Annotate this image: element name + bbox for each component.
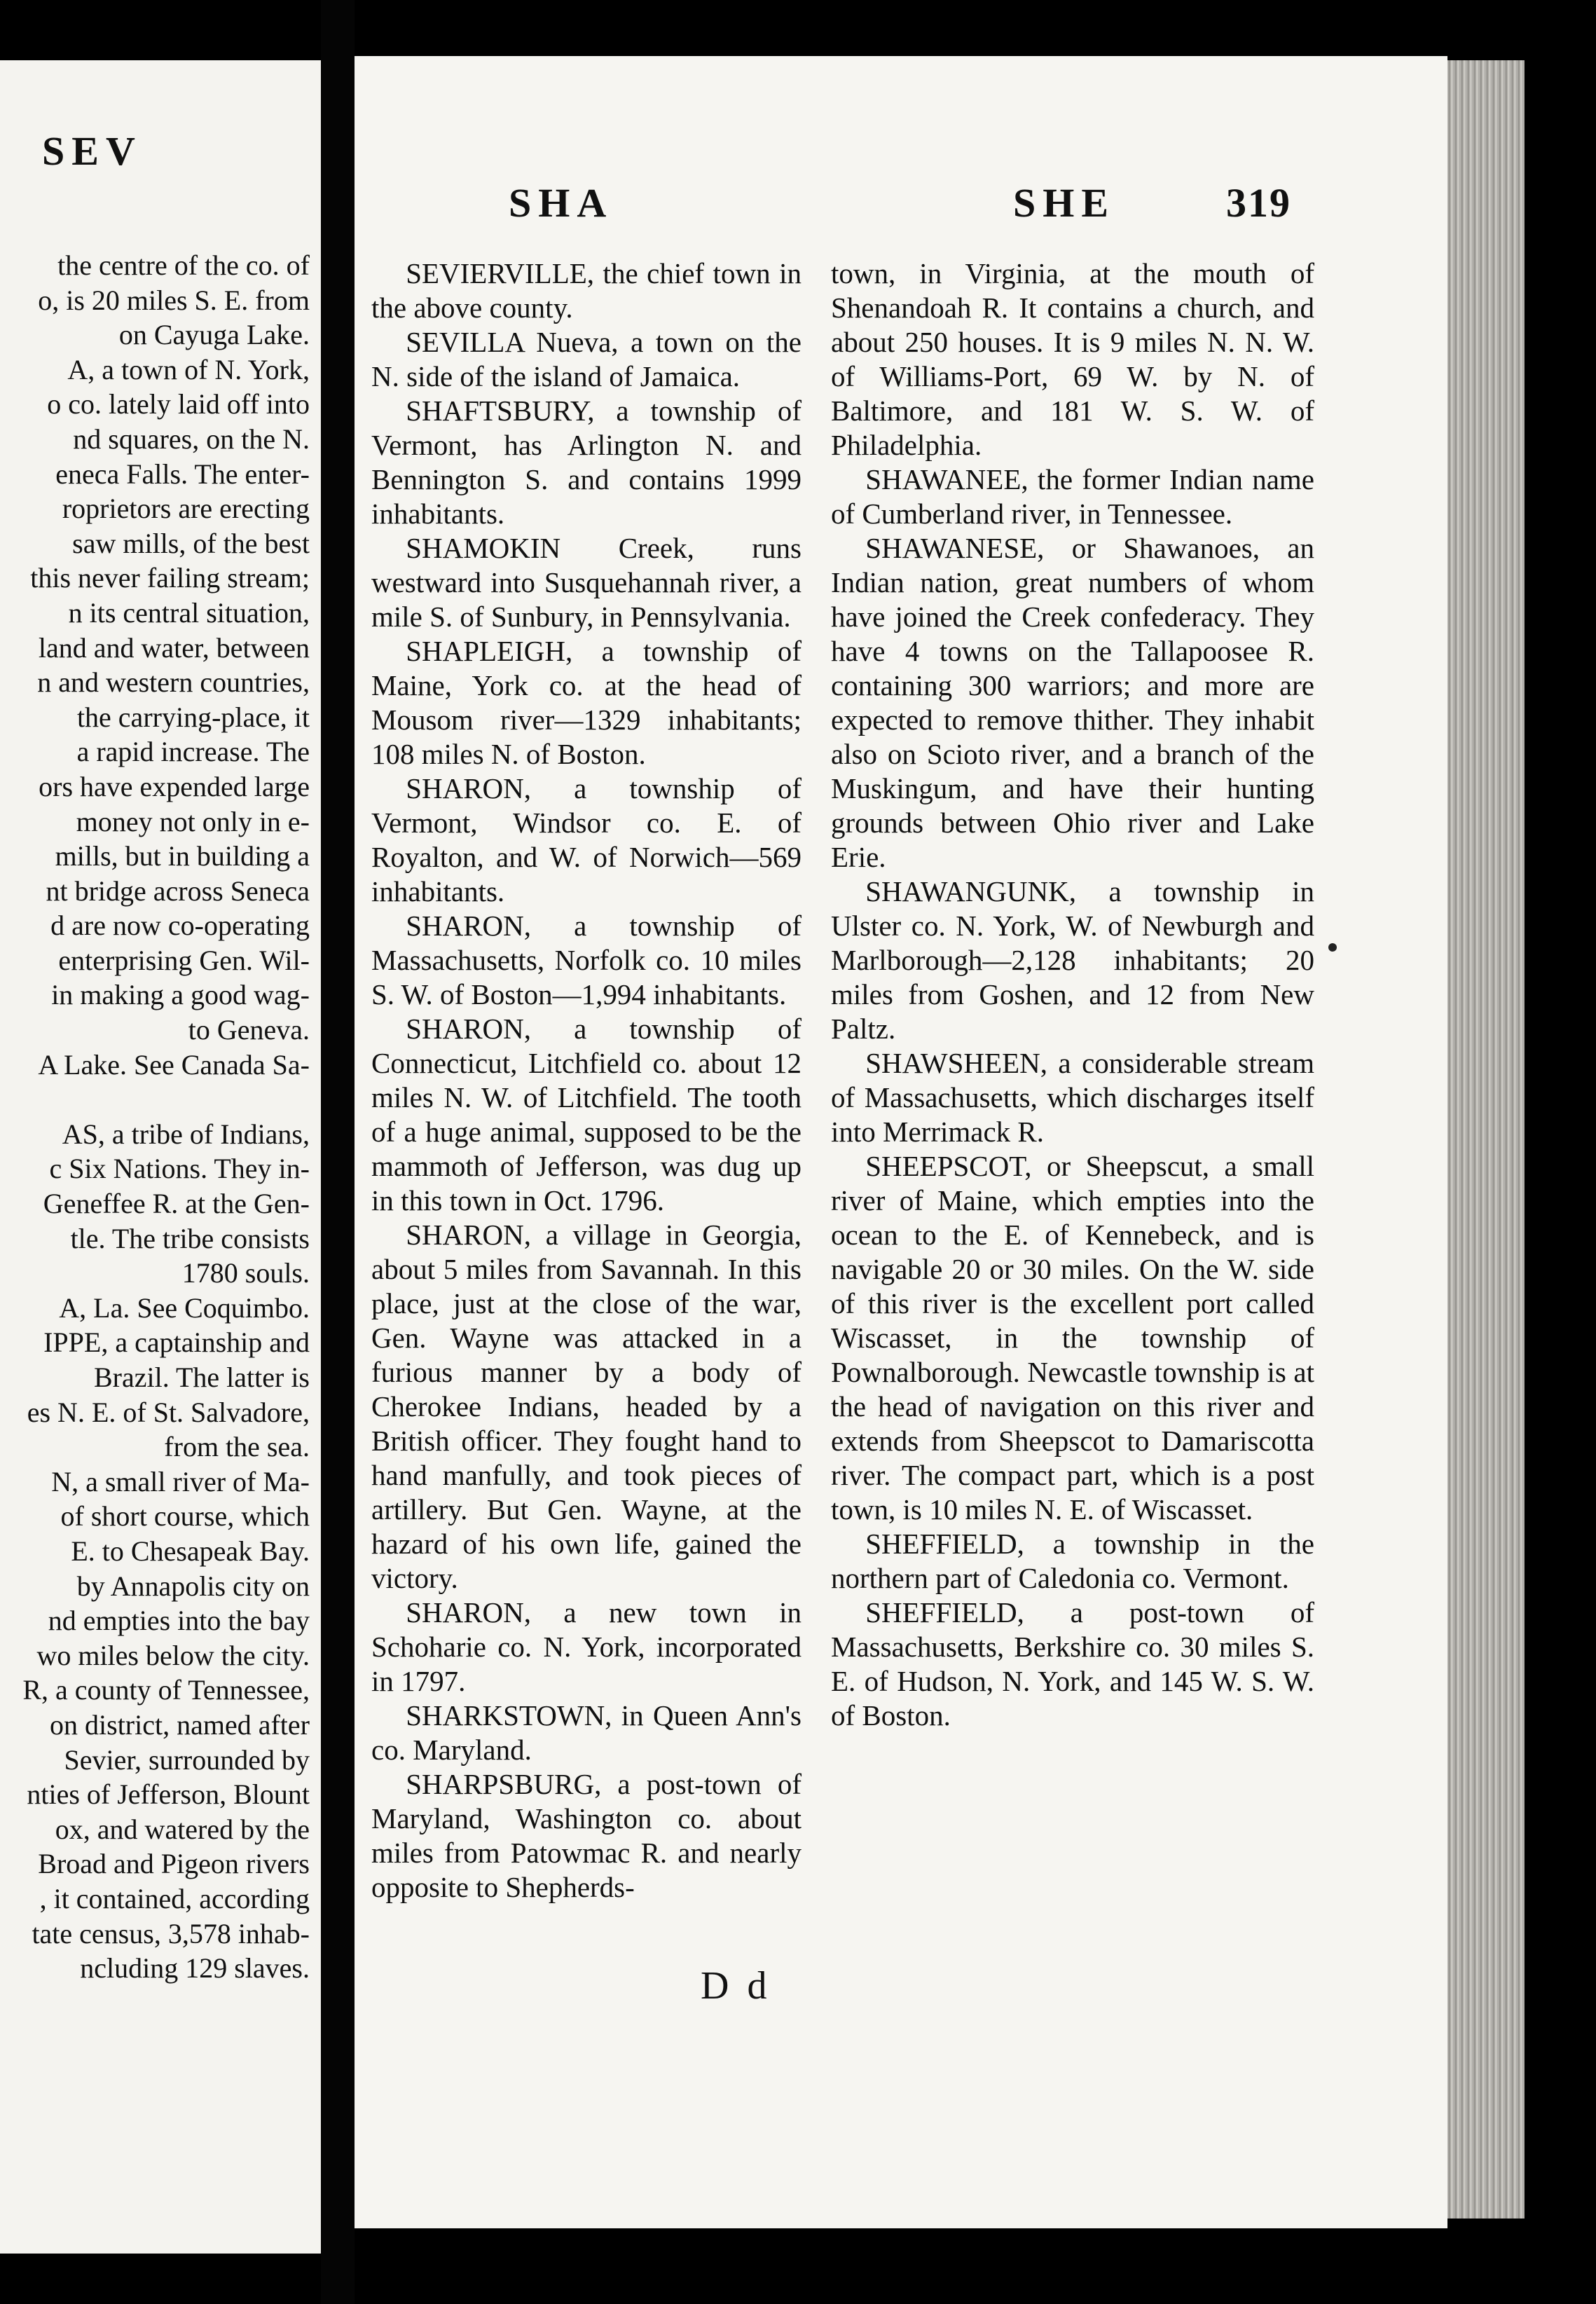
gazetteer-entry: SHEFFIELD, a post-town of Massachusetts, Berkshire co. 30 miles S. E. of Hudson, N. York, and 145 W. S. W. of Boston. bbox=[831, 1596, 1314, 1732]
left-page-line: n and western countries, bbox=[37, 666, 310, 699]
gazetteer-entry: SEVILLA Nueva, a town on the N. side of the island of Jamaica. bbox=[371, 326, 802, 392]
running-head-center: SHA bbox=[509, 180, 614, 226]
gazetteer-entry: SHAWANGUNK, a township in Ulster co. N. York, W. of Newburgh and Marlborough—2,128 inhabitants; 20 miles from Goshen, and 12 from New Paltz. bbox=[831, 875, 1314, 1045]
gazetteer-entry: SHARKSTOWN, in Queen Ann's co. Maryland. bbox=[371, 1699, 802, 1766]
left-page-line: mills, but in building a bbox=[55, 840, 310, 872]
left-page-line: to Geneva. bbox=[188, 1014, 310, 1046]
left-page-line: ors have expended large bbox=[39, 770, 310, 802]
left-page-line: R, a county of Tennessee, bbox=[22, 1674, 310, 1706]
left-page-line: es N. E. of St. Salvadore, bbox=[27, 1396, 310, 1428]
book-gutter bbox=[321, 0, 355, 2304]
right-page bbox=[355, 56, 1447, 2228]
gazetteer-entry: SHARON, a township of Vermont, Windsor co. E. of Royalton, and W. of Norwich—569 inhabitants. bbox=[371, 772, 802, 907]
running-head-right: SHE bbox=[1013, 180, 1116, 226]
left-page-line: saw mills, of the best bbox=[72, 527, 310, 559]
left-page-line: nties of Jefferson, Blount bbox=[27, 1778, 310, 1811]
left-page-line: IPPE, a captainship and bbox=[43, 1326, 310, 1359]
left-page-line: Broad and Pigeon rivers bbox=[38, 1848, 310, 1880]
left-page-line: Brazil. The latter is bbox=[93, 1362, 310, 1393]
left-page-line: the carrying-place, it bbox=[76, 701, 310, 733]
left-page-line: the centre of the co. of bbox=[57, 249, 310, 281]
gazetteer-entry: SHARON, a township of Connecticut, Litchfield co. about 12 miles N. W. of Litchfield. The tooth of a huge animal, supposed to be the mammoth of Jefferson, was dug up in this town in Oct. 1796. bbox=[371, 1013, 802, 1216]
gazetteer-entry: SHARON, a new town in Schoharie co. N. York, incorporated in 1797. bbox=[371, 1596, 802, 1697]
left-running-head: SEV bbox=[42, 128, 142, 174]
left-page bbox=[0, 60, 323, 2254]
page-edges bbox=[1447, 60, 1525, 2219]
left-page-line: roprietors are erecting bbox=[62, 493, 310, 525]
left-page-line: a rapid increase. The bbox=[76, 736, 310, 768]
left-page-line: nd squares, on the N. bbox=[73, 423, 310, 455]
gazetteer-entry: SEVIERVILLE, the chief town in the above county. bbox=[371, 257, 802, 324]
ink-speck bbox=[1328, 943, 1337, 952]
left-page-line: ncluding 129 slaves. bbox=[80, 1952, 310, 1984]
left-page-line: tate census, 3,578 inhab- bbox=[32, 1917, 310, 1949]
left-page-line: eneca Falls. The enter- bbox=[55, 458, 310, 490]
gazetteer-entry: SHAMOKIN Creek, runs westward into Susquehannah river, a mile S. of Sunbury, in Pennsylvania. bbox=[371, 532, 802, 633]
left-page-line: tle. The tribe consists bbox=[70, 1222, 310, 1254]
gazetteer-entry: SHAFTSBURY, a township of Vermont, has Arlington N. and Bennington S. and contains 1999 inhabitants. bbox=[371, 395, 802, 530]
gazetteer-entry: SHARPSBURG, a post-town of Maryland, Washington co. about miles from Patowmac R. and nearly opposite to Shepherds- bbox=[371, 1768, 802, 1903]
left-page-line: on Cayuga Lake. bbox=[118, 319, 310, 351]
gazetteer-entry: SHEFFIELD, a township in the northern part of Caledonia co. Vermont. bbox=[831, 1528, 1314, 1594]
left-page-line: nd empties into the bay bbox=[48, 1605, 310, 1637]
left-page-line: ox, and watered by the bbox=[55, 1813, 310, 1845]
left-page-line: N, a small river of Ma- bbox=[51, 1465, 310, 1497]
left-page-line: of short course, which bbox=[60, 1500, 310, 1532]
left-page-line: Geneffee R. at the Gen- bbox=[43, 1188, 310, 1220]
signature-mark: D d bbox=[701, 1964, 771, 2008]
background-edge bbox=[1525, 0, 1596, 2304]
left-page-line: n its central situation, bbox=[68, 596, 310, 629]
left-page-line: A Lake. See Canada Sa- bbox=[38, 1048, 310, 1081]
right-column bbox=[831, 256, 1314, 1733]
left-page-line: enterprising Gen. Wil- bbox=[58, 944, 310, 976]
left-page-line: in making a good wag- bbox=[51, 979, 310, 1011]
left-page-line: o co. lately laid off into bbox=[47, 388, 310, 420]
left-page-line: 1780 souls. bbox=[181, 1257, 310, 1289]
left-page-column bbox=[0, 248, 310, 1986]
left-page-line: E. to Chesapeak Bay. bbox=[71, 1535, 310, 1567]
left-page-line: money not only in e- bbox=[76, 805, 310, 837]
left-page-line: by Annapolis city on bbox=[76, 1570, 310, 1602]
gazetteer-entry: SHEEPSCOT, or Sheepscut, a small river of Maine, which empties into the ocean to the E. of Kennebeck, and is navigable 20 or 30 miles. On the W. side of this river is the excellent port called Wiscasset, in the township of Pownalborough. Newcastle township is at the head of navigation on this river and extends from Sheepscot to Damariscotta river. The compact part, which is a post town, is 10 miles N. E. of Wiscasset. bbox=[831, 1150, 1314, 1525]
gazetteer-entry: SHARON, a township of Massachusetts, Norfolk co. 10 miles S. W. of Boston—1,994 inhabitants. bbox=[371, 910, 802, 1010]
left-page-line: Sevier, surrounded by bbox=[64, 1743, 310, 1776]
left-page-line: A, a town of N. York, bbox=[67, 353, 310, 385]
left-page-line: nt bridge across Seneca bbox=[46, 875, 310, 907]
left-page-line: o, is 20 miles S. E. from bbox=[38, 284, 310, 316]
left-page-line: , it contained, according bbox=[39, 1882, 310, 1914]
left-page-line: this never failing stream; bbox=[30, 562, 310, 594]
left-page-line: d are now co-operating bbox=[50, 910, 310, 942]
gazetteer-entry: SHAWSHEEN, a considerable stream of Massachusetts, which discharges itself into Merrimack R. bbox=[831, 1047, 1314, 1148]
page-number: 319 bbox=[1226, 180, 1291, 226]
left-page-line: AS, a tribe of Indians, bbox=[62, 1118, 310, 1150]
gazetteer-entry: SHARON, a village in Georgia, about 5 miles from Savannah. In this place, just at the close of the war, Gen. Wayne was attacked in a furious manner by a body of Cherokee Indians, headed by a British officer. They fought hand to hand manfully, and took pieces of artillery. But Gen. Wayne, at the hazard of his own life, gained the victory. bbox=[371, 1219, 802, 1594]
left-page-line: c Six Nations. They in- bbox=[49, 1153, 310, 1185]
gazetteer-entry: town, in Virginia, at the mouth of Shenandoah R. It contains a church, and about 250 houses. It is 9 miles N. N. W. of Williams-Port, 69 W. by N. of Baltimore, and 181 W. S. W. of Philadelphia. bbox=[831, 257, 1314, 461]
left-page-line: on district, named after bbox=[50, 1708, 310, 1741]
left-page-line: A, La. See Coquimbo. bbox=[59, 1291, 310, 1324]
left-page-line: from the sea. bbox=[164, 1431, 310, 1463]
gazetteer-entry: SHAPLEIGH, a township of Maine, York co. at the head of Mousom river—1329 inhabitants; 108 miles N. of Boston. bbox=[371, 635, 802, 770]
left-page-line bbox=[0, 1082, 310, 1117]
middle-column bbox=[371, 256, 802, 1905]
left-page-line: land and water, between bbox=[38, 631, 310, 664]
gazetteer-entry: SHAWANEE, the former Indian name of Cumberland river, in Tennessee. bbox=[831, 463, 1314, 530]
gazetteer-entry: SHAWANESE, or Shawanoes, an Indian nation, great numbers of whom have joined the Creek confederacy. They have 4 towns on the Tallapoosee R. containing 300 warriors; and more are expected to remove thither. They inhabit also on Scioto river, and a branch of the Muskingum, and have their hunting grounds between Ohio river and Lake Erie. bbox=[831, 532, 1314, 873]
left-page-line: wo miles below the city. bbox=[36, 1639, 310, 1671]
